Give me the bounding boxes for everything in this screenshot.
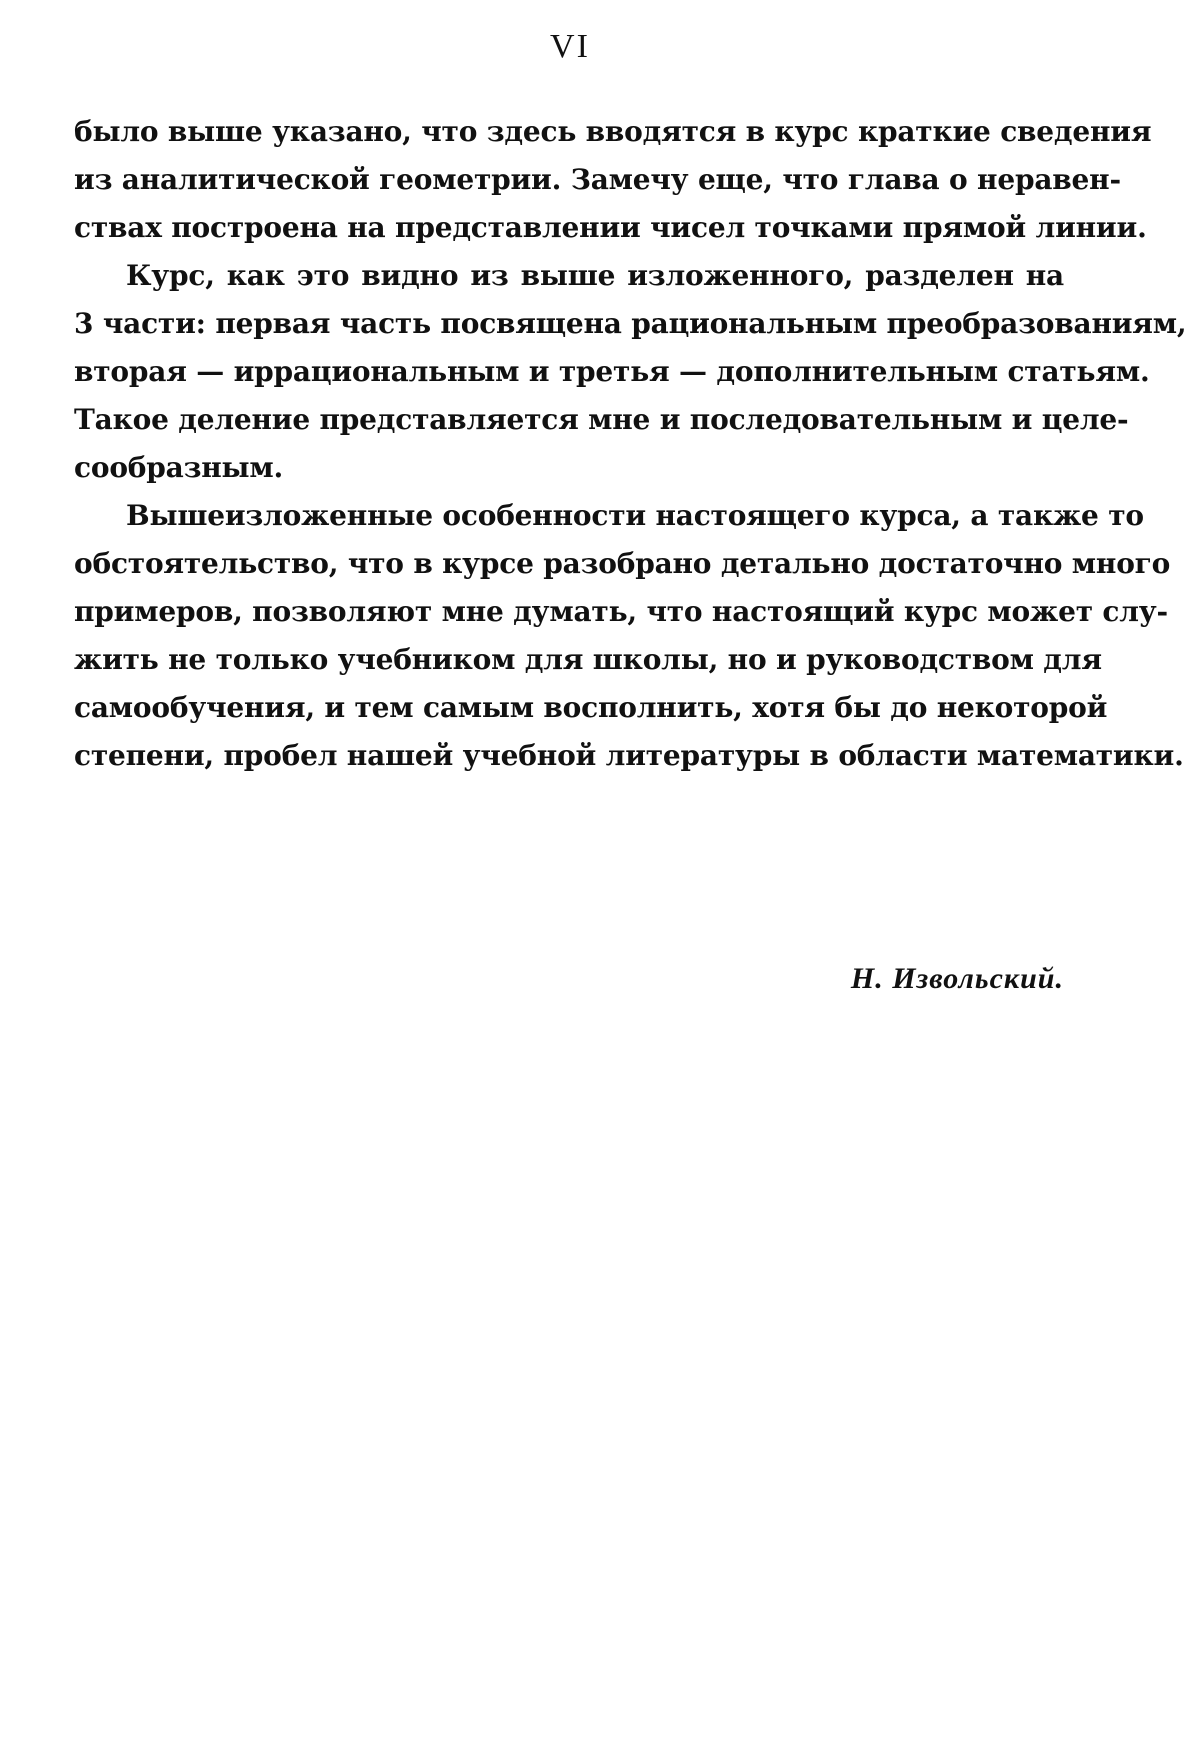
text-line: Такое деление представляется мне и последовательным и целе- bbox=[74, 403, 1129, 436]
paragraph-2 bbox=[74, 252, 1186, 492]
text-line: вторая — иррациональным и третья — дополнительным статьям. bbox=[74, 355, 1150, 388]
page-number: VI bbox=[550, 28, 590, 65]
text-line: примеров, позволяют мне думать, что настоящий курс может слу- bbox=[74, 595, 1168, 628]
text-line: сообразным. bbox=[74, 451, 284, 484]
paragraph-1 bbox=[74, 108, 1152, 252]
author-signature: Н. Извольский. bbox=[850, 962, 1064, 995]
text-line: самообучения, и тем самым восполнить, хотя бы до некоторой bbox=[74, 691, 1108, 724]
text-line: жить не только учебником для школы, но и руководством для bbox=[74, 643, 1102, 676]
text-line: из аналитической геометрии. Замечу еще, что глава о неравен- bbox=[74, 163, 1121, 196]
body-text bbox=[74, 108, 1186, 995]
text-line: было выше указано, что здесь вводятся в курс краткие сведения bbox=[74, 115, 1152, 148]
text-line: 3 части: первая часть посвящена рациональным преобразованиям, bbox=[74, 307, 1186, 340]
text-line: ствах построена на представлении чисел точками прямой линии. bbox=[74, 211, 1147, 244]
text-line: Вышеизложенные особенности настоящего курса, а также то bbox=[126, 499, 1144, 532]
text-line: обстоятельство, что в курсе разобрано детально достаточно много bbox=[74, 547, 1171, 580]
text-line: степени, пробел нашей учебной литературы в области математики. bbox=[74, 739, 1184, 772]
text-line: Курс, как это видно из выше изложенного, разделен на bbox=[126, 259, 1064, 292]
paragraph-3 bbox=[74, 492, 1184, 780]
